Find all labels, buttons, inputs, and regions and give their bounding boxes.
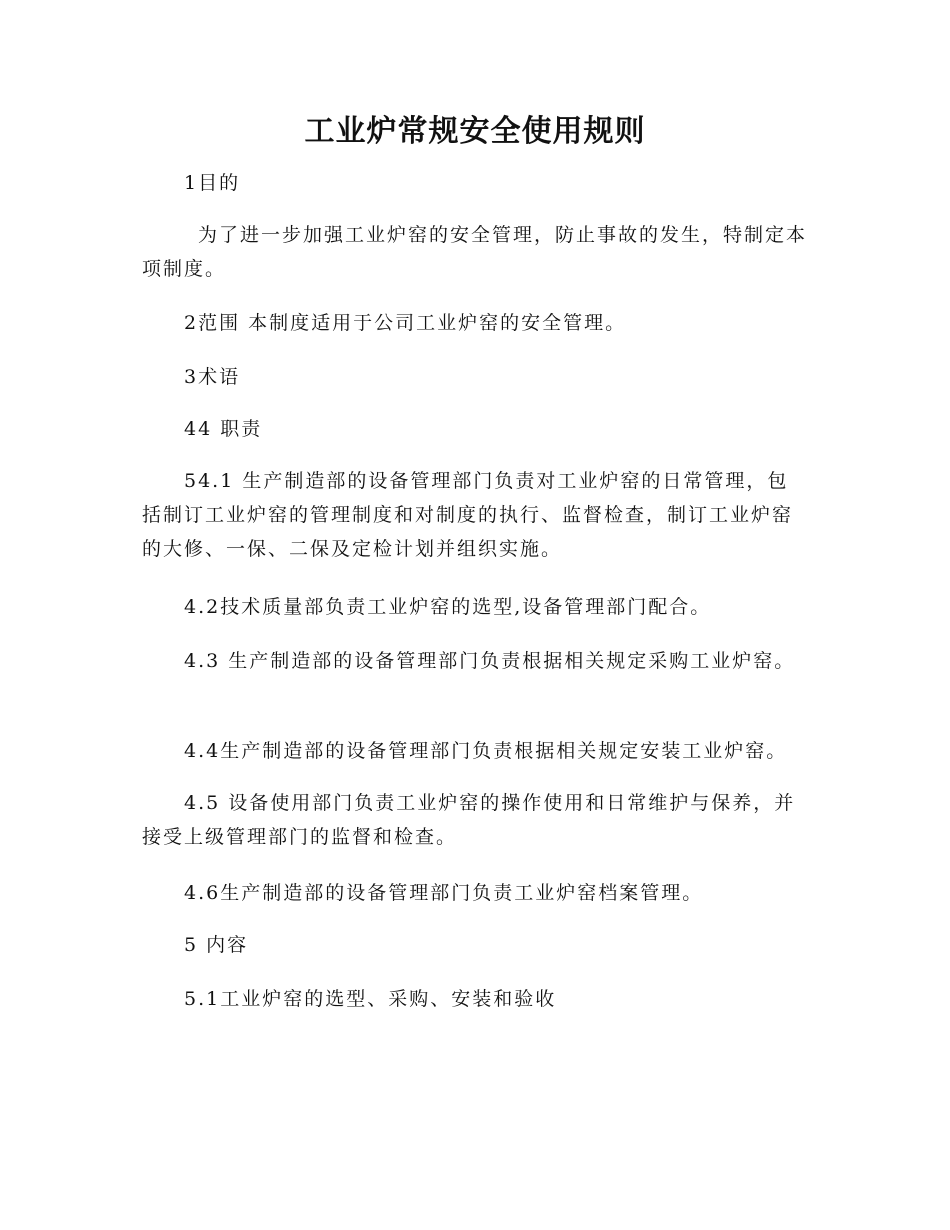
paragraph-duties-heading: 44 职责 — [184, 418, 263, 440]
paragraph-terms-heading: 3术语 — [184, 366, 241, 388]
paragraph-duty-4-3: 4.3 生产制造部的设备管理部门负责根据相关规定采购工业炉窑。 — [184, 650, 796, 672]
paragraph-scope: 2范围 本制度适用于公司工业炉窑的安全管理。 — [184, 312, 627, 334]
document-title: 工业炉常规安全使用规则 — [304, 114, 646, 149]
paragraph-duty-4-4: 4.4生产制造部的设备管理部门负责根据相关规定安装工业炉窑。 — [184, 740, 788, 762]
paragraph-purpose-body: 为了进一步加强工业炉窑的安全管理，防止事故的发生，特制定本项制度。 — [142, 224, 808, 280]
paragraph-duty-4-6: 4.6生产制造部的设备管理部门负责工业炉窑档案管理。 — [184, 882, 704, 904]
paragraph-purpose-heading: 1目的 — [184, 172, 241, 194]
paragraph-duty-4-2: 4.2技术质量部负责工业炉窑的选型,设备管理部门配合。 — [184, 596, 712, 618]
paragraph-duty-4-5: 4.5 设备使用部门负责工业炉窑的操作使用和日常维护与保养，并接受上级管理部门的监督和检查。 — [142, 792, 796, 848]
paragraph-duty-4-1: 54.1 生产制造部的设备管理部门负责对工业炉窑的日常管理，包括制订工业炉窑的管理制度和对制度的执行、监督检查，制订工业炉窑的大修、一保、二保及定检计划并组织实施。 — [142, 470, 794, 560]
paragraph-content-heading: 5 内容 — [184, 934, 249, 956]
paragraph-content-5-1: 5.1工业炉窑的选型、采购、安装和验收 — [184, 988, 557, 1010]
